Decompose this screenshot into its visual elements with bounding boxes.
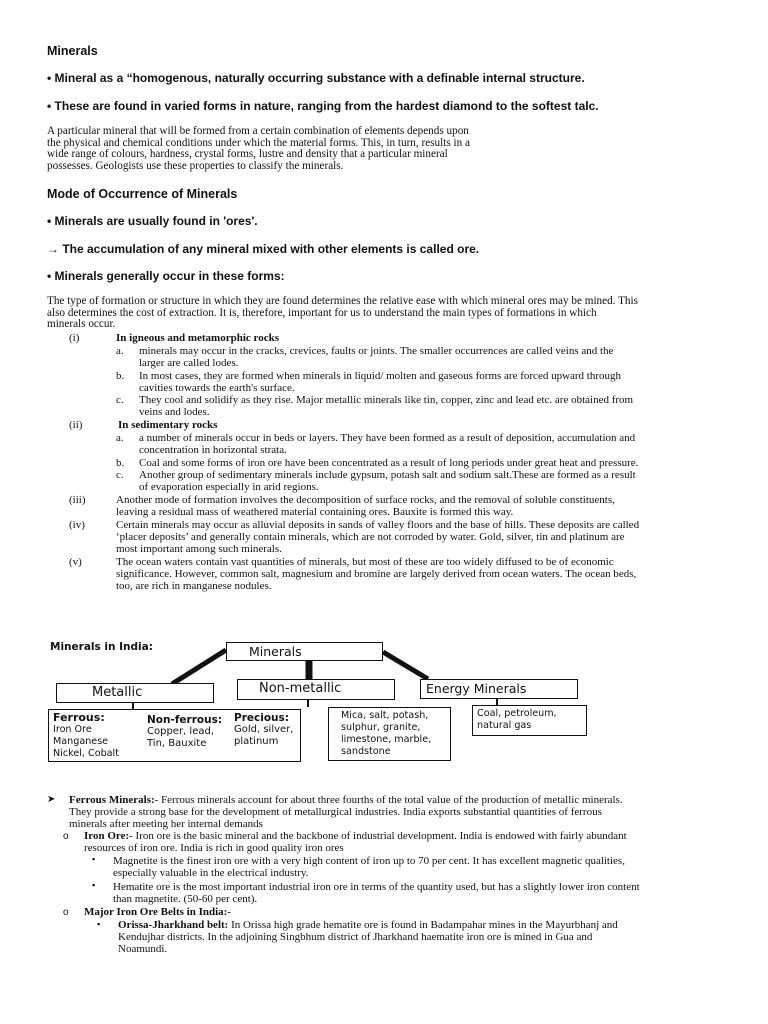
precious-item: Gold, silver, — [234, 724, 294, 735]
bullet-varied-forms: • These are found in varied forms in nature, ranging from the hardest diamond to the softest talc. — [47, 99, 599, 113]
connector-energy — [383, 652, 428, 679]
energy-examples — [477, 708, 557, 732]
page-title: Minerals — [47, 44, 98, 58]
formation-line: The type of formation or structure in which they are found determines the relative ease with which mineral ores may be mined. This — [47, 295, 638, 307]
circle-bullet-icon: o — [63, 907, 69, 918]
orissa-text: Noamundi. — [118, 943, 168, 955]
ferrous-title: Ferrous: — [53, 711, 105, 724]
orissa-line — [118, 920, 618, 932]
arrow-bullet-icon: ➤ — [47, 794, 56, 805]
list-text: In most cases, they are formed when minerals in liquid/ molten and gaseous forms are forced upward through — [139, 370, 622, 382]
bullet-ores: • Minerals are usually found in 'ores'. — [47, 214, 258, 228]
intro-line: wide range of colours, hardness, crystal forms, lustre and density that a particular mineral — [47, 148, 448, 161]
list-mark: a. — [116, 432, 124, 444]
energy-item: Coal, petroleum, — [477, 708, 557, 719]
list-text: larger are called lodes. — [139, 357, 239, 369]
list-title-sedimentary: In sedimentary rocks — [118, 419, 218, 431]
list-text: They cool and solidify as they rise. Major metallic minerals like tin, copper, zinc and lead etc. are obtained from — [139, 394, 634, 406]
square-bullet-icon: ▪ — [92, 854, 96, 864]
precious-item: platinum — [234, 736, 279, 747]
list-text: a number of minerals occur in beds or layers. They have been formed as a result of deposition, accumulation and — [139, 432, 636, 444]
ferrous-text: - Ferrous minerals account for about three fourths of the total value of the production of metallic minerals. — [154, 794, 623, 806]
node-metallic — [56, 683, 214, 703]
energy-item: natural gas — [477, 720, 532, 731]
orissa-heading: Orissa-Jharkhand belt: — [118, 919, 229, 931]
iron-ore-text: - Iron ore is the basic mineral and the backbone of industrial development. India is endowed with fairly abundant — [129, 830, 627, 842]
list-text: leaving a residual mass of weathered material containing ores. Bauxite is formed this way. — [116, 506, 514, 518]
intro-line: the physical and chemical conditions under which the material forms. This, in turn, results in a — [47, 136, 470, 149]
list-num-iii: (iii) — [69, 494, 86, 506]
nonmetallic-item: Mica, salt, potash, — [341, 710, 429, 721]
mode-heading: Mode of Occurrence of Minerals — [47, 187, 238, 201]
precious-title: Precious: — [234, 712, 289, 724]
circle-bullet-icon: o — [63, 831, 69, 842]
nonferrous-item: Copper, lead, — [147, 726, 215, 737]
node-label: Minerals — [249, 644, 302, 659]
ferrous-text: They provide a strong base for the development of metallurgical industries. India exports substantial quantities of ferrous — [69, 806, 602, 818]
metallic-subtypes-box — [48, 709, 301, 762]
list-num-iv: (iv) — [69, 519, 85, 531]
list-title-igneous: In igneous and metamorphic rocks — [116, 332, 279, 344]
ferrous-paragraph-line — [69, 795, 623, 807]
iron-ore-text: resources of iron ore. India is rich in good quality iron ores — [84, 842, 344, 854]
formation-line: minerals occur. — [47, 318, 116, 331]
list-text: most important among such minerals. — [116, 543, 282, 555]
node-label: Metallic — [92, 685, 143, 700]
bullet-definition: • Mineral as a “homogenous, naturally occurring substance with a definable internal structure. — [47, 71, 585, 85]
bullet-forms: • Minerals generally occur in these forms: — [47, 269, 285, 283]
list-text: of evaporation especially in arid regions. — [139, 481, 319, 493]
nonferrous-group — [147, 714, 222, 750]
ferrous-item: Manganese — [53, 736, 109, 747]
nonmetallic-item: sandstone — [341, 746, 391, 757]
hematite-text: Hematite ore is the most important industrial iron ore in terms of the quantity used, but has a slightly lower iron content — [113, 881, 640, 893]
bullet-ore-definition: → The accumulation of any mineral mixed with other elements is called ore. — [47, 242, 480, 256]
list-text: minerals may occur in the cracks, crevices, faults or joints. The smaller occurrences are called veins and the — [139, 345, 614, 357]
energy-examples-box — [472, 705, 587, 736]
ferrous-text: minerals after meeting her internal demands — [69, 818, 263, 830]
node-nonmetallic — [237, 679, 395, 700]
list-num-ii: (ii) — [69, 419, 83, 431]
list-text: Another group of sedimentary minerals include gypsum, potash salt and sodium salt.These are formed as a result — [139, 469, 636, 481]
ferrous-heading: Ferrous Minerals: — [69, 794, 155, 806]
nonmetallic-item: sulphur, granite, — [341, 722, 421, 733]
ferrous-item: Nickel, Cobalt — [53, 748, 119, 759]
formation-line: also determines the cost of extraction. It is, therefore, important for us to understand the main types of formations in which — [47, 306, 597, 319]
list-mark: b. — [116, 370, 125, 382]
list-num-v: (v) — [69, 556, 82, 568]
node-label: Energy Minerals — [426, 681, 527, 696]
iron-ore-line — [84, 831, 627, 843]
node-label: Non-metallic — [259, 681, 342, 696]
precious-group — [234, 712, 293, 748]
list-text: The ocean waters contain vast quantities of minerals, but most of these are too widely diffused to be of economic — [116, 556, 614, 568]
list-text: Another mode of formation involves the decomposition of surface rocks, and the removal of soluble constituents, — [116, 494, 615, 506]
intro-line: A particular mineral that will be formed from a certain combination of elements depends upon — [47, 125, 469, 137]
orissa-text: Kendujhar districts. In the adjoining Singbhum district of Jharkhand haematite iron ore is mined in Gua and — [118, 931, 593, 943]
iron-belts-heading: Major Iron Ore Belts in India:- — [84, 906, 231, 918]
list-text: concentration in horizontal strata. — [139, 444, 287, 456]
list-text: Certain minerals may occur as alluvial deposits in sands of valley floors and the base of hills. These deposits are called — [116, 519, 640, 531]
magnetite-text: Magnetite is the finest iron ore with a very high content of iron up to 70 per cent. It has excellent magnetic qualities, — [113, 855, 625, 867]
list-text: cavities towards the earth's surface. — [139, 382, 295, 394]
intro-line: possesses. Geologists use these properties to classify the minerals. — [47, 159, 344, 172]
list-mark: b. — [116, 457, 125, 469]
ferrous-item: Iron Ore — [53, 724, 92, 735]
square-bullet-icon: ▪ — [97, 919, 101, 929]
nonmetallic-examples — [341, 710, 431, 758]
list-mark: c. — [116, 394, 124, 406]
diagram-caption: Minerals in India: — [50, 641, 153, 653]
square-bullet-icon: ▪ — [92, 880, 96, 890]
list-mark: a. — [116, 345, 124, 357]
list-num-i: (i) — [69, 332, 80, 344]
list-mark: c. — [116, 469, 124, 481]
node-minerals — [226, 642, 383, 661]
nonmetallic-item: limestone, marble, — [341, 734, 432, 745]
list-text: Coal and some forms of iron ore have been concentrated as a result of long periods under great heat and pressure. — [139, 457, 639, 469]
ferrous-group — [53, 711, 119, 760]
list-text: significance. However, common salt, magnesium and bromine are largely derived from ocean waters. The ocean beds, — [116, 568, 637, 580]
hematite-text: than magnetite. (50-60 per cent). — [113, 893, 258, 905]
nonferrous-title: Non-ferrous: — [147, 714, 223, 726]
list-text: veins and lodes. — [139, 406, 210, 418]
node-energy — [420, 679, 578, 699]
nonferrous-item: Tin, Bauxite — [147, 738, 207, 749]
magnetite-text: especially valuable in the electrical industry. — [113, 867, 309, 879]
nonmetallic-examples-box — [328, 707, 451, 761]
orissa-text: In Orissa high grade hematite ore is found in Badampahar mines in the Mayurbhanj and — [228, 919, 618, 931]
connector-metallic — [172, 650, 226, 684]
list-text: too, are rich in manganese nodules. — [116, 580, 272, 592]
list-text: ‘placer deposits’ and generally contain minerals, which are not corroded by water. Gold, silver, tin and platinum are — [116, 531, 625, 543]
iron-ore-heading: Iron Ore: — [84, 830, 130, 842]
